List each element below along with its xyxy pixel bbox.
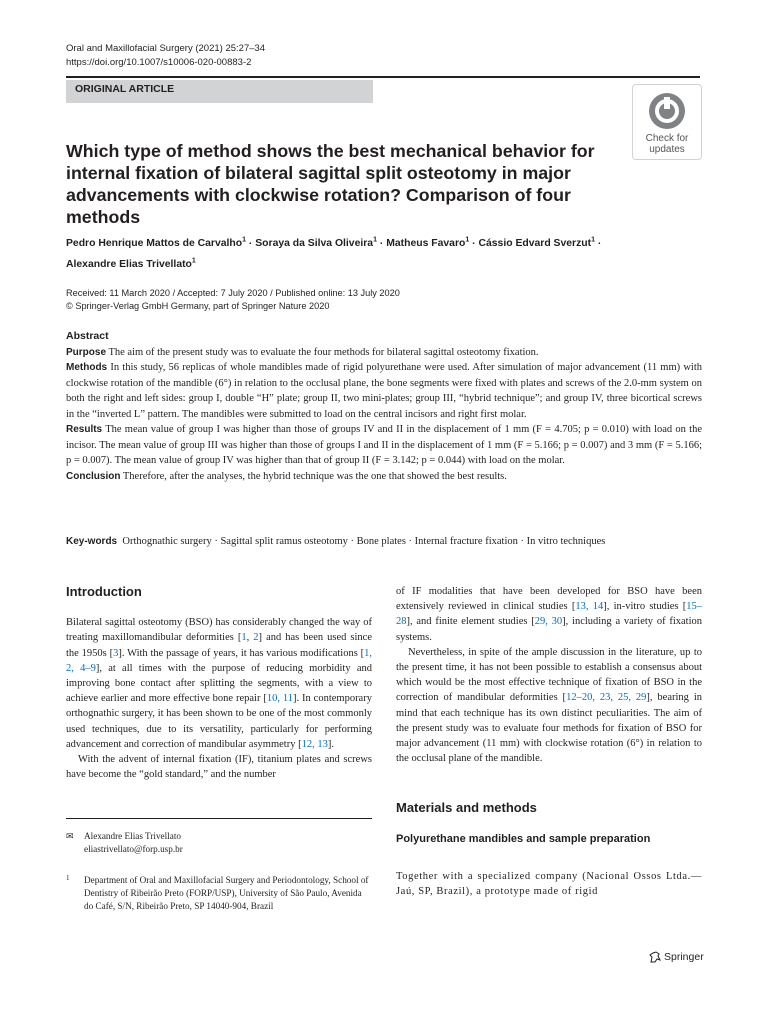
keywords-line: [66, 536, 702, 547]
abstract-heading: Abstract: [66, 330, 109, 342]
citation-link[interactable]: 13, 14: [575, 601, 604, 613]
author-name[interactable]: Cássio Edvard Sverzut$^1$: [478, 237, 595, 250]
keywords-label: Key-words: [66, 536, 118, 547]
author-name[interactable]: Alexandre Elias Trivellato$^1$: [66, 257, 196, 270]
methods-subheading: Polyurethane mandibles and sample preparation: [396, 832, 651, 845]
affiliation-note: 1 Department of Oral and Maxillofacial Surgery and Periodontology, School of Dentistry of Ribeirão Preto (FORP/USP), University of São Paulo, Avenida do Café, S/N, Ribeirão Preto, SP 14040-904, Brazil: [66, 874, 369, 911]
introduction-heading: Introduction: [66, 584, 142, 599]
footnote-rule: [66, 818, 372, 819]
publisher-name: Springer: [664, 951, 704, 963]
journal-citation: Oral and Maxillofacial Surgery (2021) 25:27–34: [66, 43, 266, 54]
check-updates-label: Check for updates: [645, 133, 689, 155]
corresponding-author: ✉ Alexandre Elias Trivellato eliastrivellato@forp.usp.br: [66, 830, 372, 856]
publication-dates: [66, 287, 400, 313]
citation-link[interactable]: 29, 30: [534, 616, 563, 628]
abstract-conclusion: Conclusion Therefore, after the analyses, the hybrid technique was the one that showed the best results.: [66, 470, 507, 482]
citation-link[interactable]: 10, 11: [266, 693, 293, 705]
methods-paragraph: Together with a specialized company (Nacional Ossos Ltda.—Jaú, SP, Brazil), a prototype made of rigid: [396, 870, 702, 898]
header-rule: [66, 76, 700, 78]
citation-link[interactable]: 3: [113, 647, 119, 659]
citation-link[interactable]: 12–20, 23, 25, 29: [566, 692, 647, 704]
email-link[interactable]: eliastrivellato@forp.usp.br: [84, 844, 183, 854]
publisher-logo: [649, 951, 704, 963]
left-column: [66, 584, 372, 782]
keywords-text: Orthognathic surgery · Sagittal split ramus osteotomy · Bone plates · Internal fracture fixation · In vitro techniques: [122, 536, 606, 547]
citation-link[interactable]: 12, 13: [301, 738, 328, 750]
article-type-banner: ORIGINAL ARTICLE: [66, 80, 373, 103]
history-dates: Received: 11 March 2020 / Accepted: 7 July 2020 / Published online: 13 July 2020: [66, 288, 400, 298]
citation-link[interactable]: 15–28: [396, 601, 703, 628]
intro-paragraph: With the advent of internal fixation (IF), titanium plates and screws have become the “gold standard,” and the number: [66, 754, 372, 781]
abstract-methods: Methods In this study, 56 replicas of whole mandibles made of rigid polyurethane were used. After simulation of major advancement (11 mm) with clockwise rotation of the mandible (6°) in relation to the occlusal plane, the bone segments were fixed with plates and screws of the 2.0-mm system on both the right and left sides: group I, double “H” plate; group II, two mini-plates; group III, “hybrid technique”; and group IV, three bicortical screws in the “inverted L” pattern. The mandibles were submitted to load on the central incisors and right first molar.: [66, 362, 703, 420]
intro-paragraph: Bilateral sagittal osteotomy (BSO) has considerably changed the way of treating maxillomandibular deformities [1, 2] and has been used since the 1950s [3]. With the passage of years, it has various modifications [1, 2, 4–9], at all times with the purpose of reducing morbidity and improving bone contact after splitting the segments, with a view to achieve earlier and more effective bone repair [10, 11]. In contemporary orthognathic surgery, it has been shown to be one of the most commonly used techniques, due to its versatility, particularly for performing advancement and correction of mandibular asymmetry [12, 13].: [66, 617, 372, 750]
author-name[interactable]: Soraya da Silva Oliveira$^1$: [255, 237, 377, 250]
article-title: Which type of method shows the best mechanical behavior for internal fixation of bilateral sagittal split osteotomy in major advancements with clockwise rotation? Comparison of four methods: [66, 141, 595, 227]
methods-heading: Materials and methods: [396, 800, 537, 816]
check-updates-icon: [647, 91, 687, 131]
author-list: Pedro Henrique Mattos de Carvalho$^1$ · Soraya da Silva Oliveira$^1$ · Matheus Favaro$^1$ · Cássio Edvard Sverzut$^1$ · Alexandre Elias Trivellato$^1$: [66, 237, 602, 270]
envelope-icon: ✉: [66, 831, 74, 841]
abstract-block: [66, 329, 702, 484]
citation-link[interactable]: 2: [253, 632, 259, 644]
footnotes: [66, 830, 372, 913]
intro-paragraph: Nevertheless, in spite of the ample discussion in the literature, up to the present time, it has not been possible to establish a consensus about which would be the most effective technique of fixation of BSO in the correction of mandibular deformities [12–20, 23, 25, 29], bearing in mind that each technique has its own distinct peculiarities. The aim of the present study was to evaluate four methods for fixation of BSO for major advancement (11 mm) with clockwise rotation (6°) in relation to the occlusal plane of the mandible.: [396, 646, 702, 765]
springer-horse-icon: [649, 951, 661, 963]
journal-header: [66, 42, 265, 70]
author-name[interactable]: Pedro Henrique Mattos de Carvalho$^1$: [66, 237, 247, 250]
citation-link[interactable]: 1: [241, 632, 247, 644]
abstract-results: Results The mean value of group I was higher than those of groups IV and II in the displacement of 1 mm (F = 4.705; p = 0.010) with load on the incisor. The mean value of group III was higher than those of groups I and II in the displacement of 1 mm (F = 5.166; p = 0.007) and 3 mm (F = 5.166; p = 0.007). The mean value of group IV was higher than that of group II (F = 3.142; p = 0.044) with load on the molar.: [66, 424, 703, 466]
citation-link[interactable]: 1, 2, 4–9: [66, 647, 372, 674]
check-for-updates-badge[interactable]: [632, 84, 702, 160]
abstract-purpose: Purpose The aim of the present study was to evaluate the four methods for bilateral sagittal osteotomy fixation.: [66, 346, 539, 358]
intro-paragraph-cont: of IF modalities that have been developed for BSO have been extensively reviewed in clinical studies [13, 14], in-vitro studies [15–28], and finite element studies [29, 30], including a variety of fixation systems.: [396, 586, 703, 643]
right-column: [396, 584, 702, 899]
author-name[interactable]: Matheus Favaro$^1$: [386, 237, 470, 250]
copyright-line: © Springer-Verlag GmbH Germany, part of Springer Nature 2020: [66, 301, 330, 311]
doi-link[interactable]: https://doi.org/10.1007/s10006-020-00883-2: [66, 57, 252, 68]
